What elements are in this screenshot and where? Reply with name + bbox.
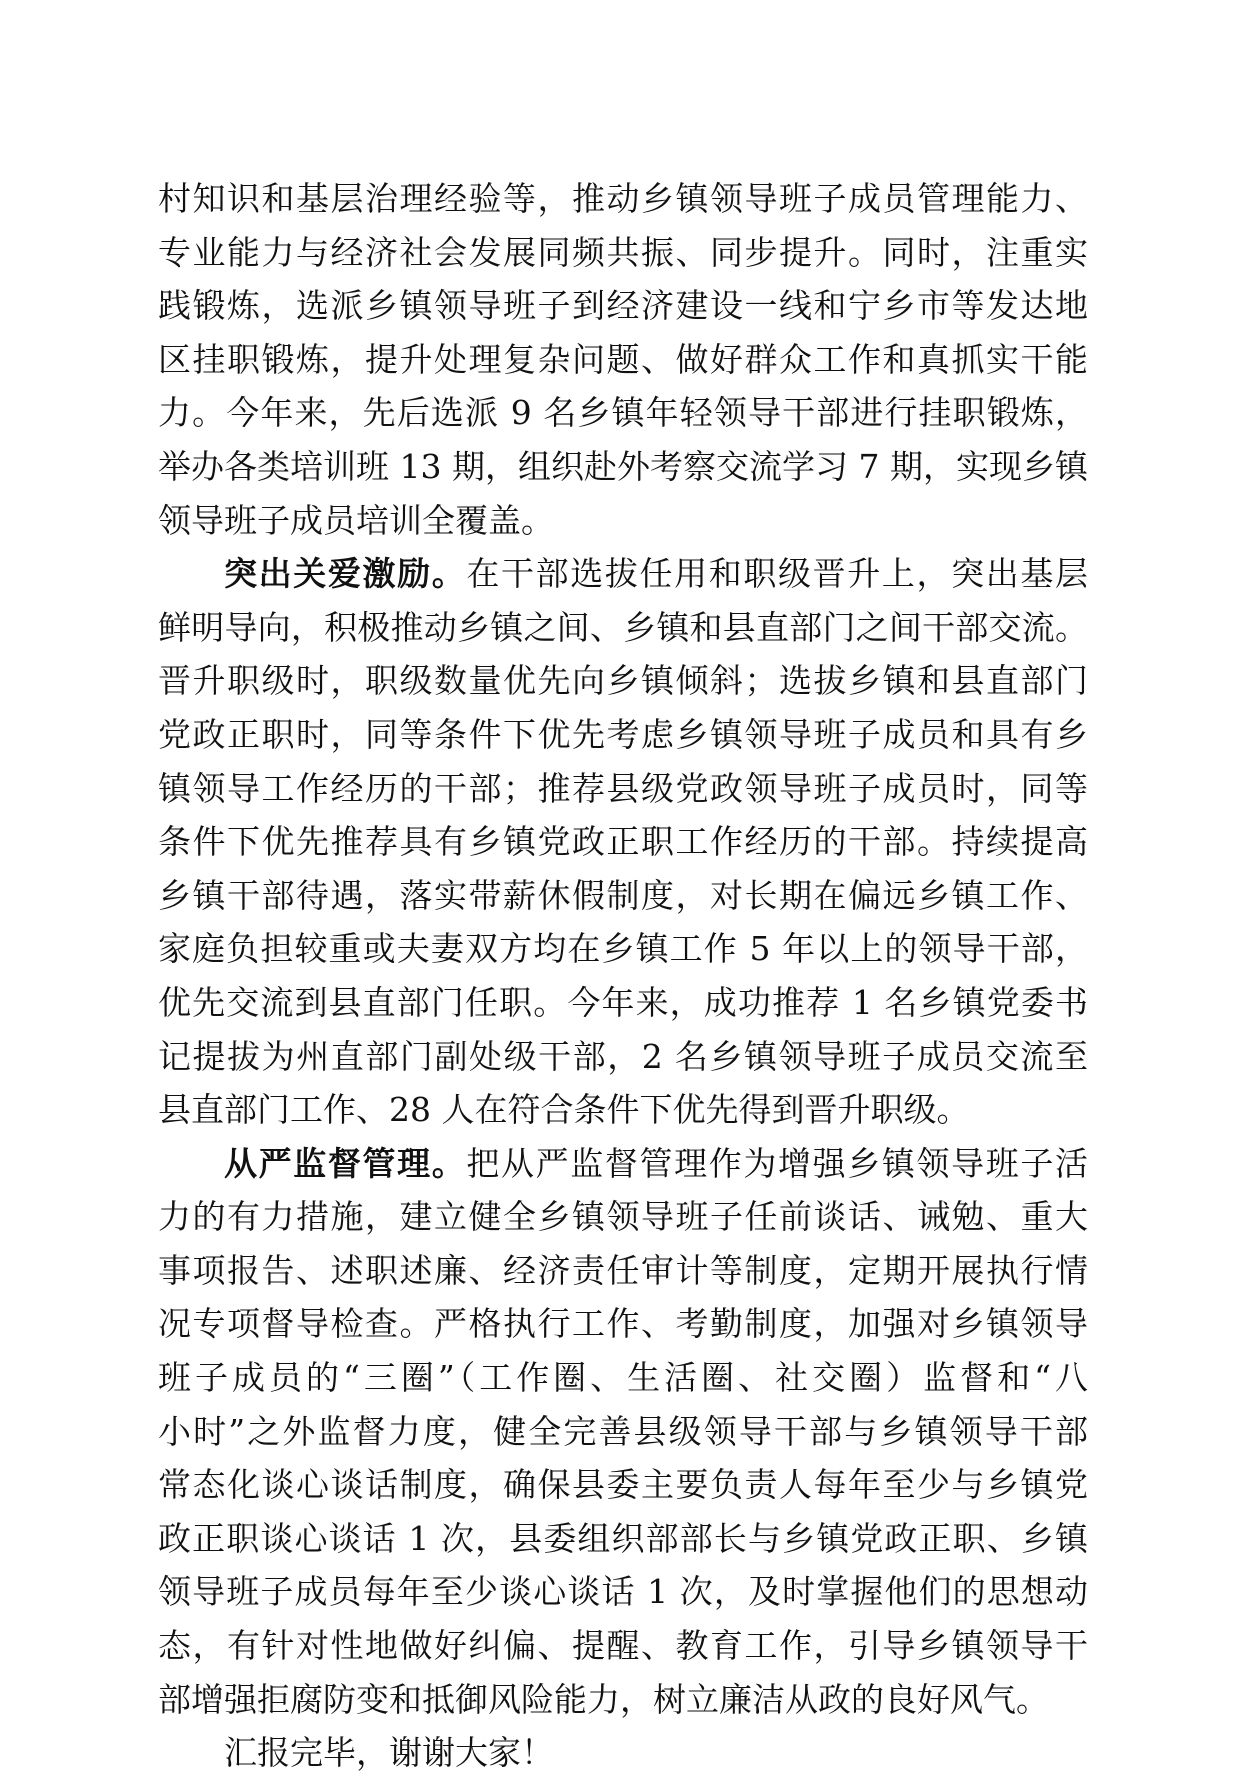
text-line: 领导班子成员每年至少谈心谈话 1 次，及时掌握他们的思想动 <box>158 1572 1088 1612</box>
paragraph-first-line <box>158 1137 1088 1191</box>
paragraph-heading: 突出关爱激励。 <box>224 554 467 594</box>
text-line: 政正职谈心谈话 1 次，县委组织部部长与乡镇党政正职、乡镇 <box>158 1518 1088 1558</box>
text-line: 鲜明导向，积极推动乡镇之间、乡镇和县直部门之间干部交流。 <box>158 607 1088 647</box>
paragraph-training <box>158 172 1088 547</box>
paragraph-heading: 从严监督管理。 <box>224 1143 467 1183</box>
closing-line: 汇报完毕，谢谢大家！ <box>224 1733 554 1773</box>
paragraph-care-incentive <box>158 547 1088 1137</box>
text-line: 力。今年来，先后选派 9 名乡镇年轻领导干部进行挂职锻炼， <box>158 393 1088 433</box>
text-line: 县直部门工作、28 人在符合条件下优先得到晋升职级。 <box>158 1090 970 1130</box>
text-line: 镇领导工作经历的干部；推荐县级党政领导班子成员时，同等 <box>158 768 1088 808</box>
text-line: 践锻炼，选派乡镇领导班子到经济建设一线和宁乡市等发达地 <box>158 286 1088 326</box>
text-run: 把从严监督管理作为增强乡镇领导班子活 <box>466 1143 1088 1183</box>
text-line: 党政正职时，同等条件下优先考虑乡镇领导班子成员和具有乡 <box>158 714 1088 754</box>
text-line: 举办各类培训班 13 期，组织赴外考察交流学习 7 期，实现乡镇 <box>158 446 1088 486</box>
text-line: 常态化谈心谈话制度，确保县委主要负责人每年至少与乡镇党 <box>158 1465 1088 1505</box>
document-page <box>158 172 1088 1780</box>
text-line: 条件下优先推荐具有乡镇党政正职工作经历的干部。持续提高 <box>158 822 1088 862</box>
text-line: 村知识和基层治理经验等，推动乡镇领导班子成员管理能力、 <box>158 179 1088 218</box>
text-line: 况专项督导检查。严格执行工作、考勤制度，加强对乡镇领导 <box>158 1304 1088 1344</box>
text-line: 部增强拒腐防变和抵御风险能力，树立廉洁从政的良好风气。 <box>158 1679 1049 1719</box>
text-line: 区挂职锻炼，提升处理复杂问题、做好群众工作和真抓实干能 <box>158 339 1088 379</box>
paragraph-supervision <box>158 1137 1088 1727</box>
text-line: 家庭负担较重或夫妻双方均在乡镇工作 5 年以上的领导干部， <box>158 929 1088 969</box>
text-line: 小时”之外监督力度，健全完善县级领导干部与乡镇领导干部 <box>158 1411 1088 1451</box>
text-line: 记提拔为州直部门副处级干部，2 名乡镇领导班子成员交流至 <box>158 1036 1088 1076</box>
text-line: 力的有力措施，建立健全乡镇领导班子任前谈话、诫勉、重大 <box>158 1197 1088 1237</box>
text-line: 班子成员的“三圈”（工作圈、生活圈、社交圈）监督和“八 <box>158 1358 1088 1398</box>
text-line: 事项报告、述职述廉、经济责任审计等制度，定期开展执行情 <box>158 1250 1088 1290</box>
text-run: 在干部选拔任用和职级晋升上，突出基层 <box>466 554 1088 594</box>
text-line: 优先交流到县直部门任职。今年来，成功推荐 1 名乡镇党委书 <box>158 982 1088 1022</box>
text-line: 专业能力与经济社会发展同频共振、同步提升。同时，注重实 <box>158 232 1088 272</box>
text-line: 晋升职级时，职级数量优先向乡镇倾斜；选拔乡镇和县直部门 <box>158 661 1088 701</box>
text-line: 态，有针对性地做好纠偏、提醒、教育工作，引导乡镇领导干 <box>158 1626 1088 1666</box>
text-line: 乡镇干部待遇，落实带薪休假制度，对长期在偏远乡镇工作、 <box>158 875 1088 915</box>
paragraph-first-line <box>158 547 1088 601</box>
text-line: 领导班子成员培训全覆盖。 <box>158 500 554 540</box>
